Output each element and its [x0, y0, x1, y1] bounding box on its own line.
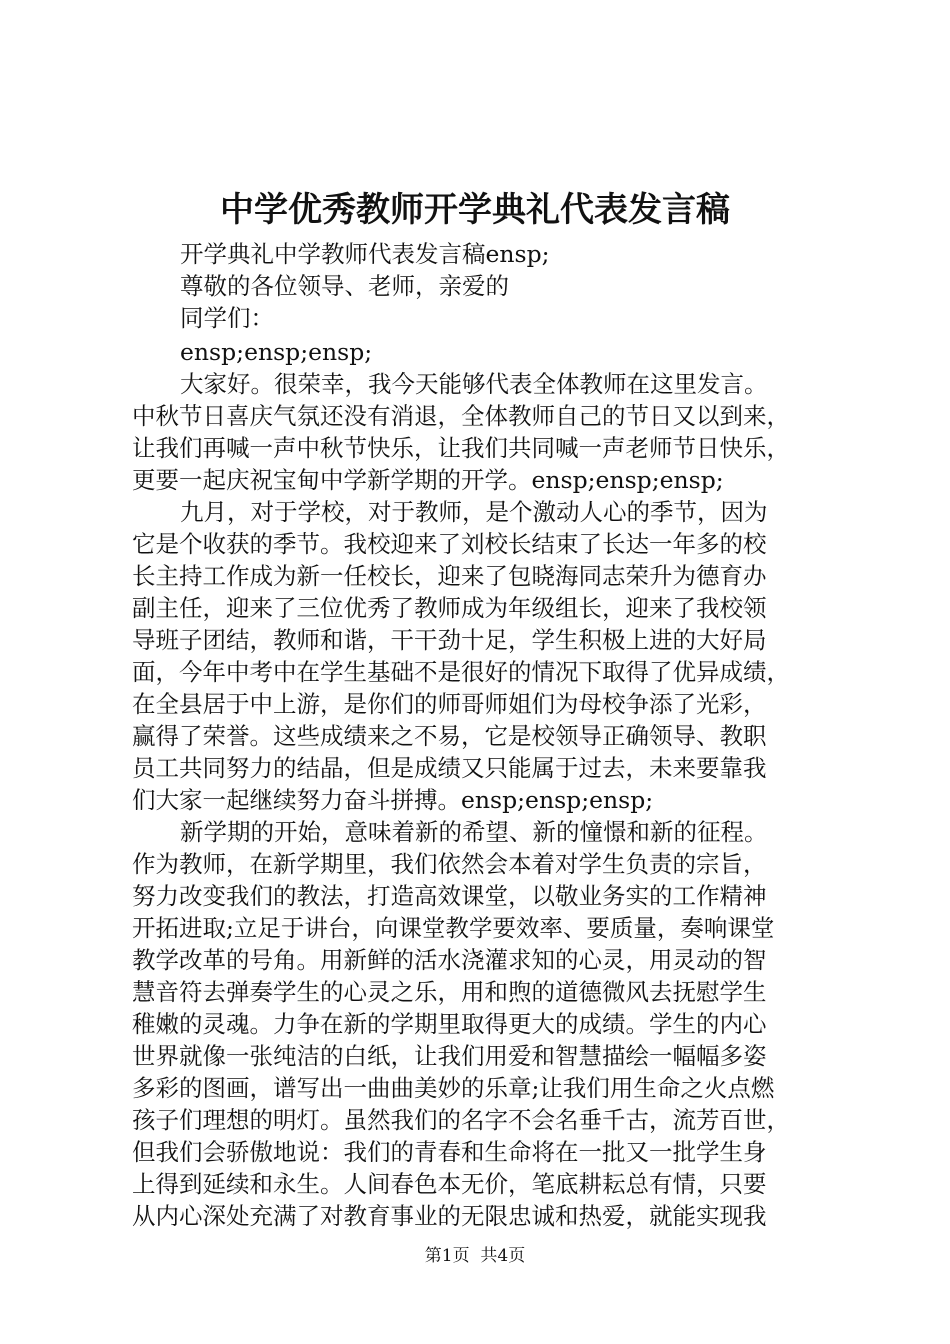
- paragraph-line: 新学期的开始，意味着新的希望、新的憧憬和新的征程。: [180, 818, 768, 846]
- paragraph-line: 九月，对于学校，对于教师，是个激动人心的季节，因为: [180, 498, 768, 526]
- paragraph-3: [132, 816, 844, 1232]
- paragraph-line: 让我们再喊一声中秋节快乐，让我们共同喊一声老师节日快乐，: [132, 434, 790, 462]
- paragraph-line: 更要一起庆祝宝甸中学新学期的开学。ensp;ensp;ensp;: [132, 466, 724, 494]
- paragraph-line: 长主持工作成为新一任校长，迎来了包晓海同志荣升为德育办: [132, 562, 767, 590]
- paragraph-1: [132, 368, 844, 496]
- paragraph-line: 它是个收获的季节。我校迎来了刘校长结束了长达一年多的校: [132, 530, 767, 558]
- paragraph-line: 教学改革的号角。用新鲜的活水浇灌求知的心灵，用灵动的智: [132, 946, 767, 974]
- paragraph-line: 副主任，迎来了三位优秀了教师成为年级组长，迎来了我校领: [132, 594, 767, 622]
- paragraph-line: 上得到延续和永生。人间春色本无价，笔底耕耘总有情，只要: [132, 1170, 767, 1198]
- paragraph-line: 世界就像一张纯洁的白纸，让我们用爱和智慧描绘一幅幅多姿: [132, 1042, 767, 1070]
- page-number-footer: 第1页 共4页: [424, 1246, 526, 1266]
- paragraph-line: 开拓进取;立足于讲台，向课堂教学要效率、要质量，奏响课堂: [132, 914, 775, 942]
- document-body: [132, 238, 844, 1232]
- paragraph-line: 慧音符去弹奏学生的心灵之乐，用和煦的道德微风去抚慰学生: [132, 978, 767, 1006]
- paragraph-line: 大家好。很荣幸，我今天能够代表全体教师在这里发言。: [180, 370, 768, 398]
- greeting-line: 尊敬的各位领导、老师，亲爱的: [180, 272, 509, 300]
- paragraph-line: 从内心深处充满了对教育事业的无限忠诚和热爱，就能实现我: [132, 1202, 767, 1230]
- paragraph-line: 面，今年中考中在学生基础不是很好的情况下取得了优异成绩，: [132, 658, 790, 686]
- paragraph-line: 赢得了荣誉。这些成绩来之不易，它是校领导正确领导、教职: [132, 722, 767, 750]
- paragraph-line: 们大家一起继续努力奋斗拼搏。ensp;ensp;ensp;: [132, 786, 654, 814]
- paragraph-line: 作为教师，在新学期里，我们依然会本着对学生负责的宗旨，: [132, 850, 767, 878]
- paragraph-line: 导班子团结，教师和谐，干干劲十足，学生积极上进的大好局: [132, 626, 767, 654]
- greeting-line: 开学典礼中学教师代表发言稿ensp;: [180, 240, 550, 268]
- paragraph-line: 中秋节日喜庆气氛还没有消退，全体教师自己的节日又以到来，: [132, 402, 790, 430]
- paragraph-line: 稚嫩的灵魂。力争在新的学期里取得更大的成绩。学生的内心: [132, 1010, 767, 1038]
- paragraph-line: 努力改变我们的教法，打造高效课堂，以敬业务实的工作精神: [132, 882, 767, 910]
- paragraph-2: [132, 496, 844, 816]
- greeting-line: ensp;ensp;ensp;: [180, 338, 373, 366]
- paragraph-line: 孩子们理想的明灯。虽然我们的名字不会名垂千古，流芳百世，: [132, 1106, 790, 1134]
- document-title: 中学优秀教师开学典礼代表发言稿: [220, 190, 730, 230]
- greeting-line: 同学们：: [180, 304, 274, 332]
- paragraph-line: 员工共同努力的结晶，但是成绩又只能属于过去，未来要靠我: [132, 754, 767, 782]
- paragraph-line: 多彩的图画，谱写出一曲曲美妙的乐章;让我们用生命之火点燃: [132, 1074, 775, 1102]
- paragraph-line: 但我们会骄傲地说：我们的青春和生命将在一批又一批学生身: [132, 1138, 767, 1166]
- paragraph-line: 在全县居于中上游，是你们的师哥师姐们为母校争添了光彩，: [132, 690, 767, 718]
